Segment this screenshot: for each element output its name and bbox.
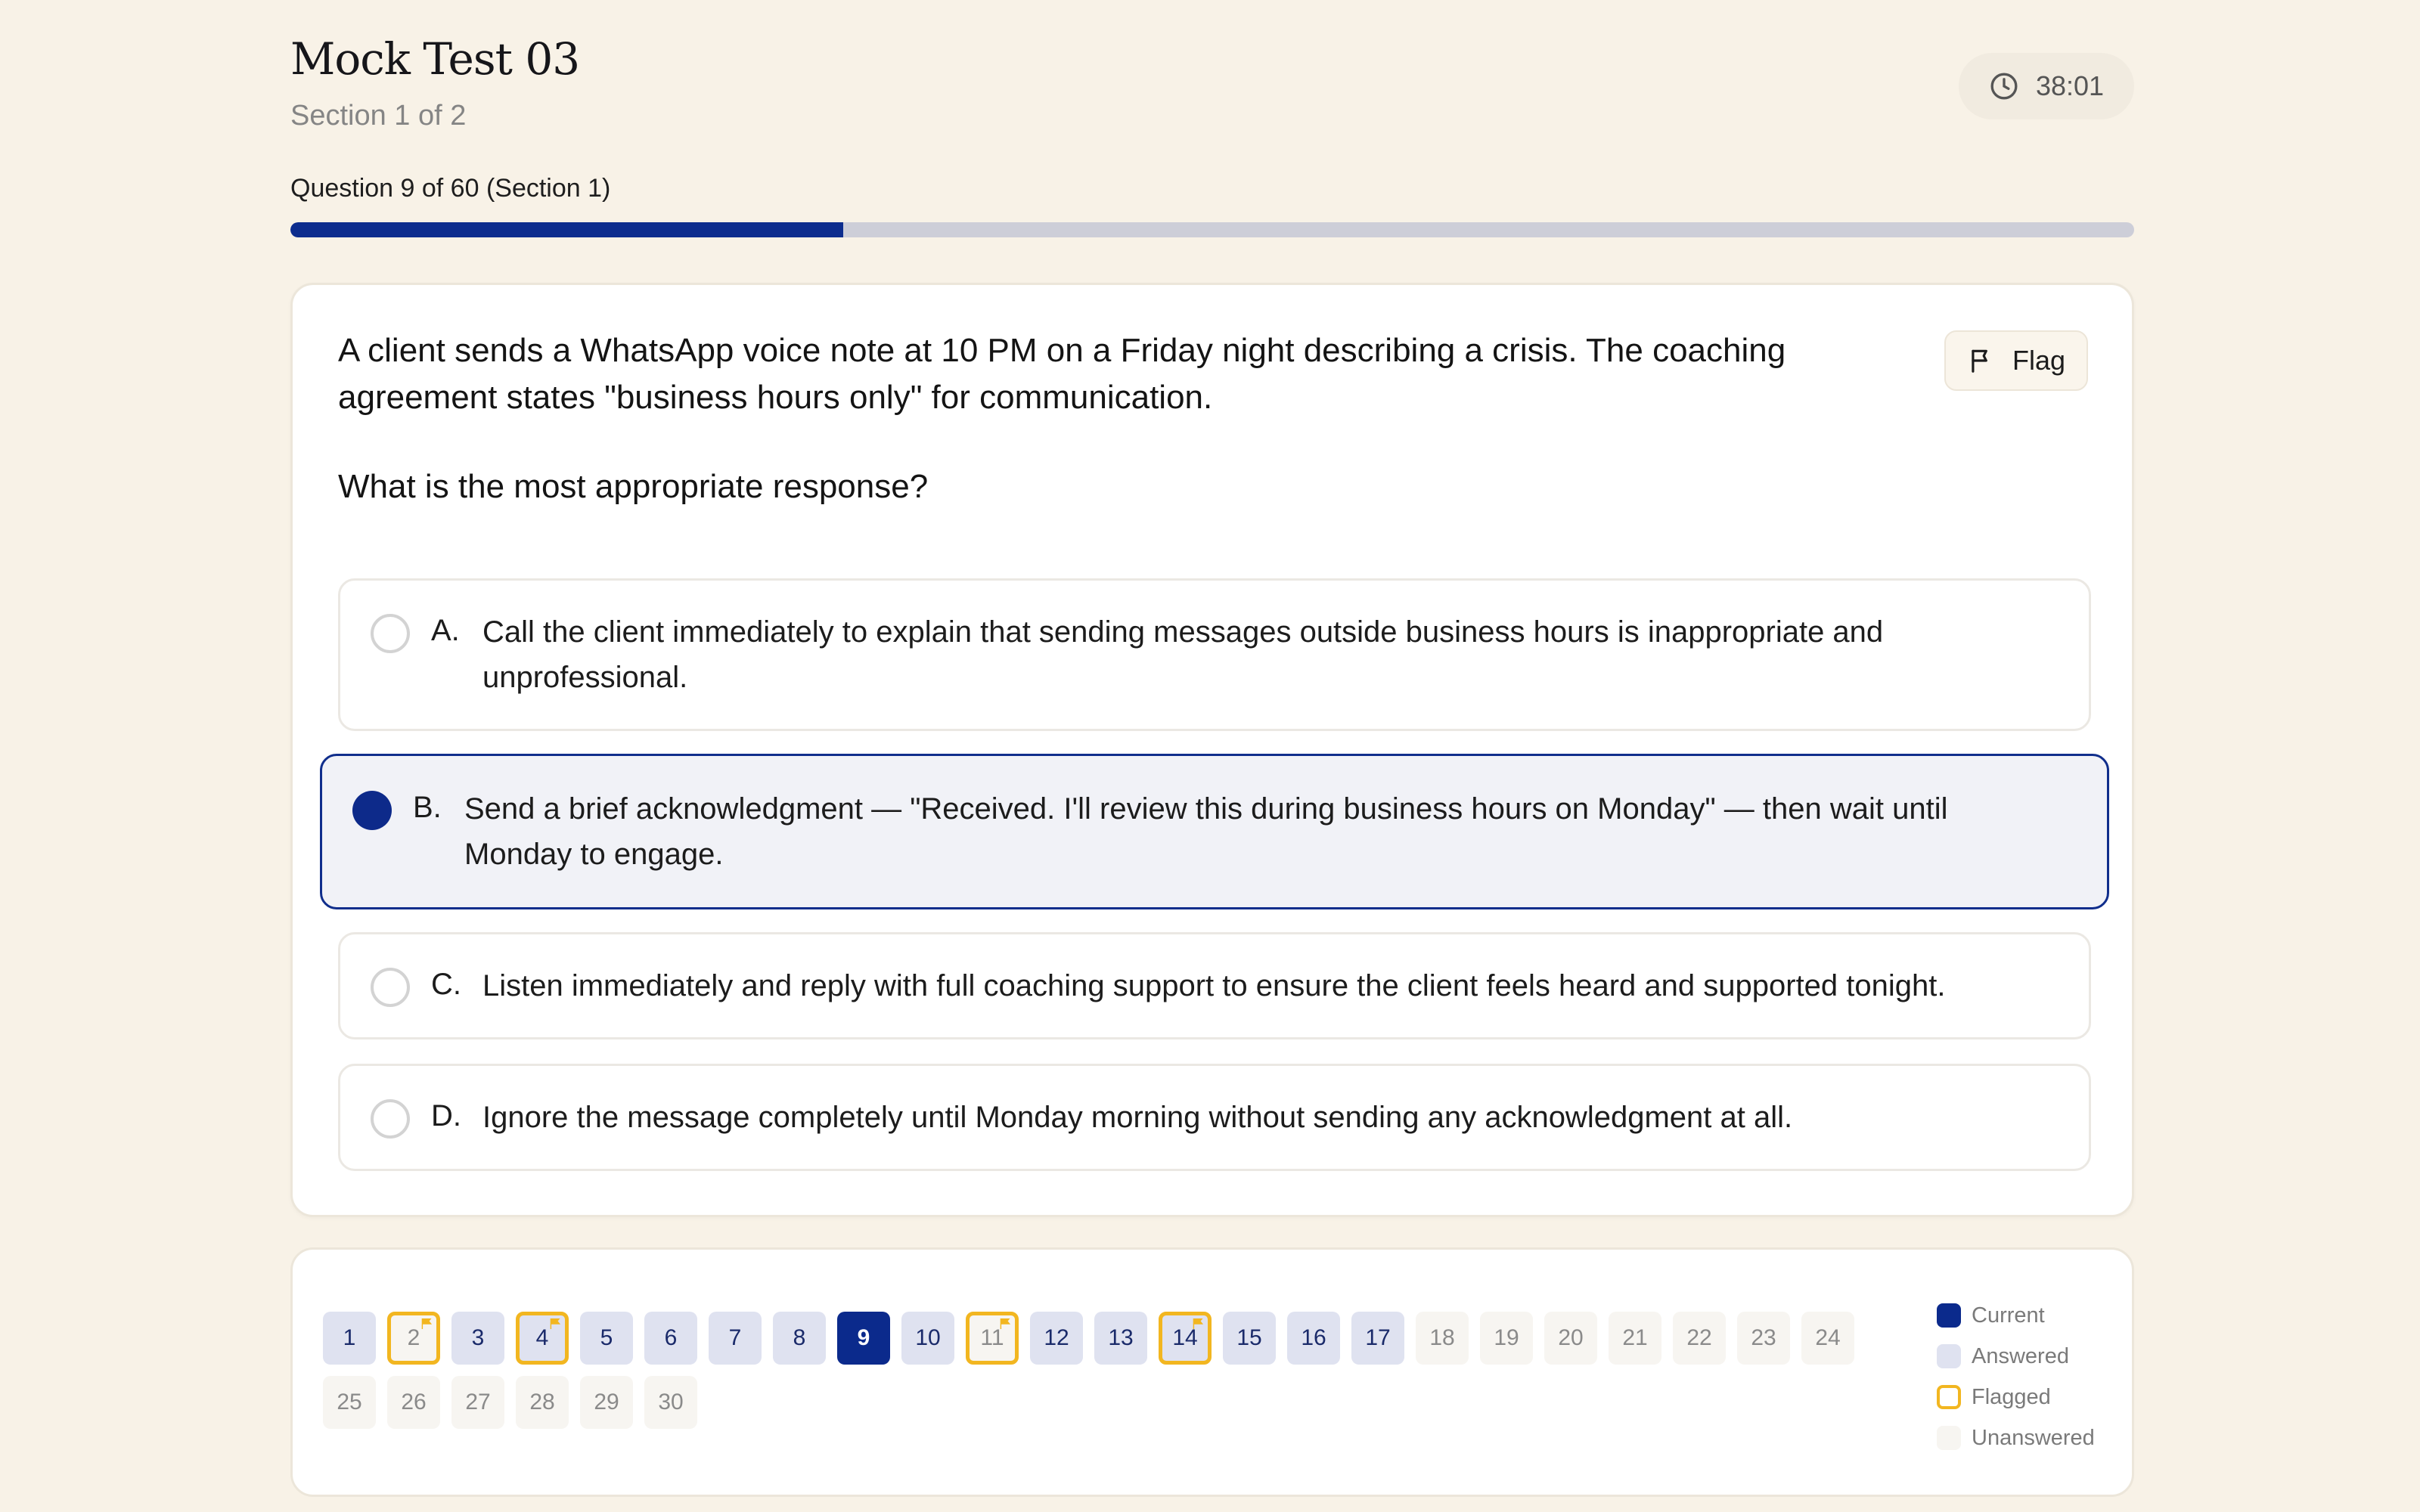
option-letter: A. xyxy=(431,614,460,647)
option-c[interactable] xyxy=(338,932,2091,1040)
legend-swatch-answered xyxy=(1937,1344,1961,1368)
question-nav-6[interactable] xyxy=(644,1312,697,1365)
question-nav-9[interactable] xyxy=(837,1312,890,1365)
question-nav-23[interactable] xyxy=(1737,1312,1790,1365)
radio-option-a[interactable] xyxy=(371,614,410,653)
radio-option-b[interactable] xyxy=(352,791,392,830)
option-text: Call the client immediately to explain that sending messages outside business hours is inappropriate and unprofessional. xyxy=(482,615,1884,694)
option-a[interactable] xyxy=(338,578,2091,731)
legend-label: Answered xyxy=(1972,1343,2069,1368)
question-nav-20[interactable] xyxy=(1544,1312,1597,1365)
question-nav-number: 21 xyxy=(1622,1325,1648,1350)
clock-icon xyxy=(1989,71,2019,101)
flag-icon xyxy=(1967,346,1996,375)
question-nav-22[interactable] xyxy=(1673,1312,1726,1365)
question-nav-1[interactable] xyxy=(323,1312,376,1365)
question-nav-25[interactable] xyxy=(323,1376,376,1429)
page-title: Mock Test 03 xyxy=(290,33,580,85)
question-nav-number: 30 xyxy=(658,1390,684,1414)
legend-current xyxy=(1937,1295,2095,1336)
question-nav-number: 9 xyxy=(857,1325,870,1350)
question-nav-16[interactable] xyxy=(1287,1312,1340,1365)
question-nav-18[interactable] xyxy=(1416,1312,1469,1365)
question-nav-30[interactable] xyxy=(644,1376,697,1429)
question-nav-number: 28 xyxy=(529,1390,555,1414)
legend-answered xyxy=(1937,1336,2095,1377)
question-counter: Question 9 of 60 (Section 1) xyxy=(290,174,611,203)
option-text: Ignore the message completely until Monday morning without sending any acknowledgment at all. xyxy=(482,1101,1793,1134)
question-nav-21[interactable] xyxy=(1609,1312,1661,1365)
flag-button-label: Flag xyxy=(2012,345,2066,376)
flag-button[interactable] xyxy=(1944,330,2088,391)
question-nav-number: 27 xyxy=(465,1390,491,1414)
radio-option-d[interactable] xyxy=(371,1099,410,1139)
question-nav-28[interactable] xyxy=(516,1376,569,1429)
question-nav-27[interactable] xyxy=(451,1376,504,1429)
question-nav-13[interactable] xyxy=(1094,1312,1147,1365)
question-nav-19[interactable] xyxy=(1480,1312,1533,1365)
option-b[interactable] xyxy=(320,754,2109,909)
question-nav-number: 13 xyxy=(1108,1325,1134,1350)
option-text: Listen immediately and reply with full coaching support to ensure the client feels heard and supported tonight. xyxy=(482,969,1946,1002)
question-nav-number: 29 xyxy=(594,1390,619,1414)
mini-flag-icon xyxy=(1000,1318,1010,1329)
legend-unanswered xyxy=(1937,1418,2095,1458)
question-nav-14[interactable] xyxy=(1159,1312,1212,1365)
question-nav-number: 11 xyxy=(980,1325,1004,1350)
progress-fill xyxy=(290,222,843,237)
radio-option-c[interactable] xyxy=(371,968,410,1007)
mini-flag-icon xyxy=(550,1318,560,1329)
legend-label: Current xyxy=(1972,1303,2045,1328)
question-nav-10[interactable] xyxy=(901,1312,954,1365)
question-nav-number: 22 xyxy=(1686,1325,1712,1350)
question-nav-number: 14 xyxy=(1172,1325,1198,1350)
question-nav-number: 6 xyxy=(664,1325,678,1350)
question-nav-4[interactable] xyxy=(516,1312,569,1365)
question-nav-29[interactable] xyxy=(580,1376,633,1429)
question-nav-number: 24 xyxy=(1815,1325,1841,1350)
question-nav-8[interactable] xyxy=(773,1312,826,1365)
question-nav-number: 23 xyxy=(1751,1325,1776,1350)
question-navigator xyxy=(290,1247,2134,1497)
timer-value: 38:01 xyxy=(2035,70,2105,101)
question-nav-number: 2 xyxy=(407,1325,420,1350)
option-letter: B. xyxy=(413,791,442,824)
question-text: A client sends a WhatsApp voice note at 10 PM on a Friday night describing a crisis. The coaching agreement states "business hours only" for communication. xyxy=(338,332,1786,416)
question-prompt: What is the most appropriate response? xyxy=(338,468,929,505)
option-d[interactable] xyxy=(338,1064,2091,1171)
question-nav-number: 4 xyxy=(535,1325,549,1350)
timer-pill xyxy=(1959,53,2134,119)
question-nav-7[interactable] xyxy=(709,1312,762,1365)
question-nav-15[interactable] xyxy=(1223,1312,1276,1365)
legend-label: Unanswered xyxy=(1972,1425,2095,1450)
question-nav-17[interactable] xyxy=(1351,1312,1404,1365)
option-letter: C. xyxy=(431,968,461,1001)
legend xyxy=(1937,1295,2095,1458)
legend-swatch-current xyxy=(1937,1303,1961,1328)
question-nav-number: 10 xyxy=(915,1325,941,1350)
question-nav-number: 25 xyxy=(337,1390,362,1414)
question-nav-3[interactable] xyxy=(451,1312,504,1365)
question-nav-number: 5 xyxy=(600,1325,613,1350)
question-nav-number: 18 xyxy=(1429,1325,1455,1350)
question-nav-2[interactable] xyxy=(387,1312,440,1365)
question-nav-number: 8 xyxy=(793,1325,806,1350)
question-card xyxy=(290,283,2134,1217)
question-nav-number: 19 xyxy=(1494,1325,1519,1350)
legend-swatch-flagged xyxy=(1937,1385,1961,1409)
question-nav-number: 12 xyxy=(1044,1325,1069,1350)
mini-flag-icon xyxy=(421,1318,432,1329)
question-nav-24[interactable] xyxy=(1801,1312,1854,1365)
option-letter: D. xyxy=(431,1099,461,1132)
option-text: Send a brief acknowledgment — "Received. I'll review this during business hours on Monday" — then wait until Monday to engage. xyxy=(464,792,1948,871)
question-nav-12[interactable] xyxy=(1030,1312,1083,1365)
legend-flagged xyxy=(1937,1377,2095,1418)
mini-flag-icon xyxy=(1193,1318,1203,1329)
question-nav-5[interactable] xyxy=(580,1312,633,1365)
question-nav-number: 1 xyxy=(343,1325,356,1350)
progress-bar xyxy=(290,222,2134,237)
legend-swatch-unanswered xyxy=(1937,1426,1961,1450)
section-label: Section 1 of 2 xyxy=(290,100,467,132)
question-nav-number: 3 xyxy=(471,1325,485,1350)
question-nav-number: 16 xyxy=(1301,1325,1326,1350)
question-nav-number: 26 xyxy=(401,1390,427,1414)
question-nav-number: 20 xyxy=(1558,1325,1584,1350)
legend-label: Flagged xyxy=(1972,1384,2051,1409)
question-nav-26[interactable] xyxy=(387,1376,440,1429)
question-nav-number: 7 xyxy=(728,1325,742,1350)
question-nav-11[interactable] xyxy=(966,1312,1019,1365)
question-nav-number: 17 xyxy=(1365,1325,1391,1350)
question-nav-number: 15 xyxy=(1236,1325,1262,1350)
